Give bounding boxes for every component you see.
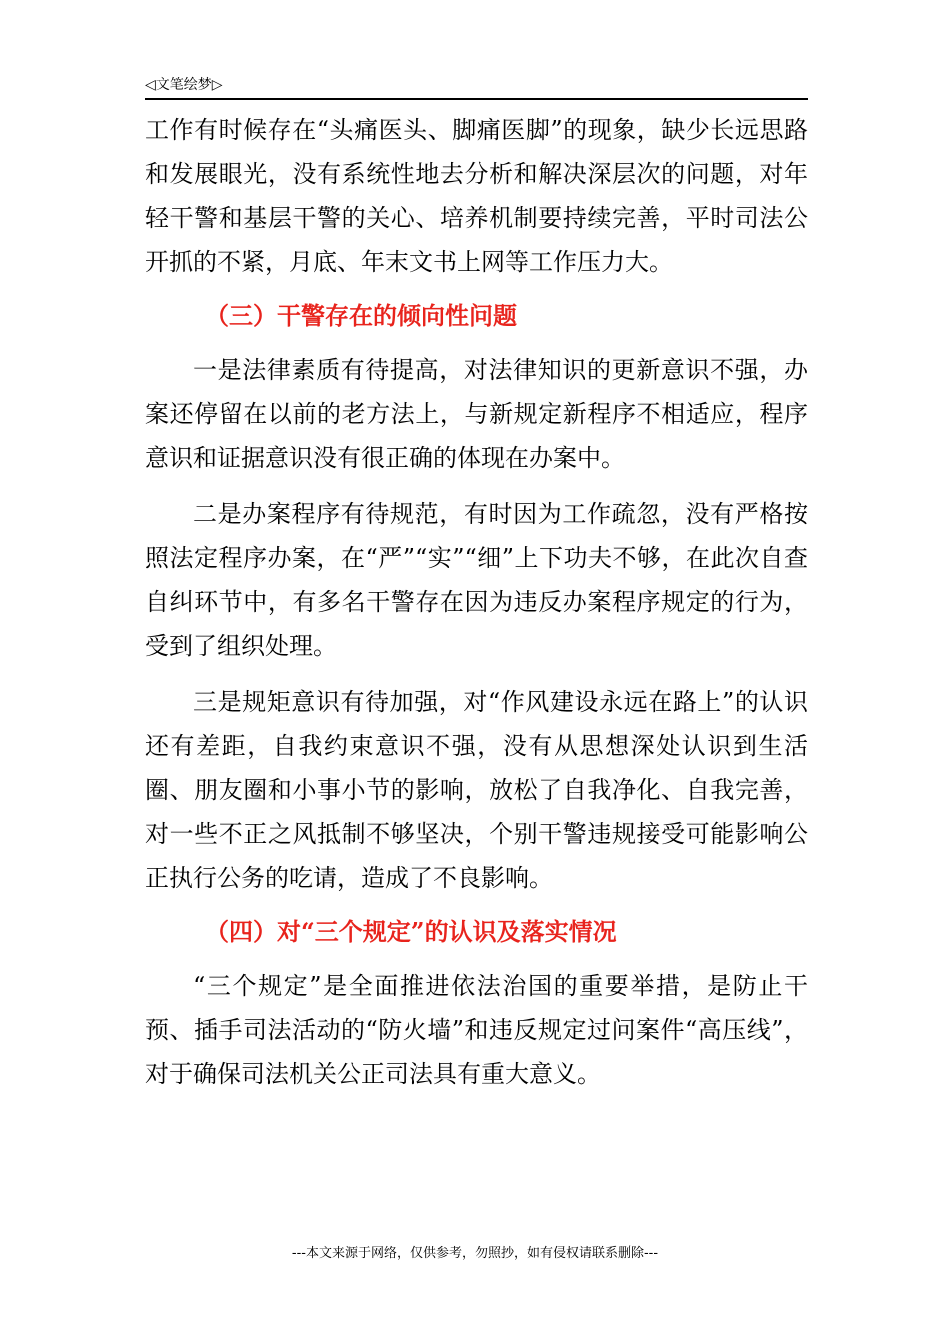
body-paragraph: “三个规定”是全面推进依法治国的重要举措，是防止干预、插手司法活动的“防火墙”和违反规定过问案件“高压线”，对于确保司法机关公正司法具有重大意义。 xyxy=(145,972,808,1088)
header-logo-text: ◁文笔绘梦▷ xyxy=(145,77,223,93)
page-header xyxy=(145,74,808,100)
body-paragraph: 一是法律素质有待提高，对法律知识的更新意识不强，办案还停留在以前的老方法上，与新规定新程序不相适应，程序意识和证据意识没有很正确的体现在办案中。 xyxy=(145,356,808,472)
body-paragraph: 工作有时候存在“头痛医头、脚痛医脚”的现象，缺少长远思路和发展眼光，没有系统性地去分析和解决深层次的问题，对年轻干警和基层干警的关心、培养机制要持续完善，平时司法公开抓的不紧，月底、年末文书上网等工作压力大。 xyxy=(145,116,808,276)
section-heading: （三）干警存在的倾向性问题 xyxy=(205,301,517,330)
section-heading: （四）对“三个规定”的认识及落实情况 xyxy=(205,917,617,946)
footer-disclaimer: ---本文来源于网络，仅供参考，勿照抄，如有侵权请联系删除--- xyxy=(291,1246,659,1261)
document-body xyxy=(145,108,808,1096)
body-paragraph: 三是规矩意识有待加强，对“作风建设永远在路上”的认识还有差距，自我约束意识不强，没有从思想深处认识到生活圈、朋友圈和小事小节的影响，放松了自我净化、自我完善，对一些不正之风抵制不够坚决，个别干警违规接受可能影响公正执行公务的吃请，造成了不良影响。 xyxy=(145,688,808,892)
body-paragraph: 二是办案程序有待规范，有时因为工作疏忽，没有严格按照法定程序办案，在“严”“实”“细”上下功夫不够，在此次自查自纠环节中，有多名干警存在因为违反办案程序规定的行为，受到了组织处理。 xyxy=(145,500,808,660)
